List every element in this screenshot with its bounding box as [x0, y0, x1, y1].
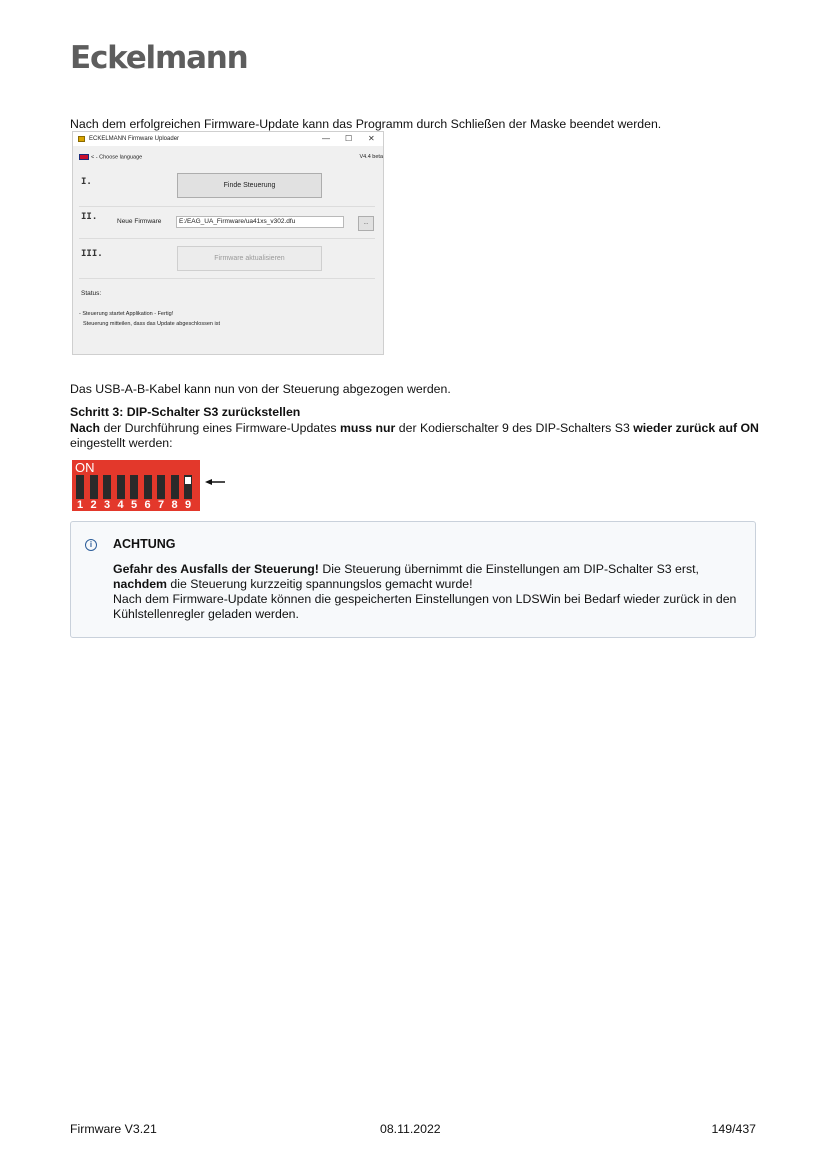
- note-text: Gefahr des Ausfalls der Steuerung! Die Steuerung übernimmt die Einstellungen am DIP-Schalter S3 erst, nachdem die Steuerung kurzzeitig spannungslos gemacht wurde! Nach dem Firmware-Update können die gespeicherten Einstellungen von LDSWin bei Bedarf wieder zurück in den Kühlstellenregler geladen werden.: [113, 562, 737, 621]
- firmware-label: Neue Firmware: [117, 218, 162, 225]
- footer-left: Firmware V3.21: [70, 1122, 157, 1136]
- dip-on-label: ON: [75, 460, 95, 475]
- separator: [79, 206, 375, 207]
- firmware-path-input[interactable]: E:/EAG_UA_Firmware/ua41xs_v302.dfu: [176, 216, 344, 228]
- find-controller-button[interactable]: Finde Steuerung: [177, 173, 322, 198]
- update-firmware-button[interactable]: Firmware aktualisieren: [177, 246, 322, 271]
- language-selector[interactable]: [79, 154, 142, 160]
- dip-switch-8: [171, 475, 179, 499]
- separator: [79, 238, 375, 239]
- footer-page: 149/437: [711, 1122, 756, 1136]
- dip-switch-6: [144, 475, 152, 499]
- separator: [79, 278, 375, 279]
- dip-switch-2: [90, 475, 98, 499]
- note-heading: ACHTUNG: [113, 537, 176, 551]
- eckelmann-logo: Eckelmann: [70, 40, 248, 76]
- status-line: - Steuerung startet Applikation - Fertig!: [79, 311, 174, 317]
- firmware-uploader-screenshot: [72, 131, 384, 355]
- close-button[interactable]: ✕: [368, 134, 375, 143]
- uk-flag-icon: [79, 154, 89, 160]
- maximize-button[interactable]: ☐: [345, 134, 353, 143]
- step-two-label: II.: [81, 212, 98, 222]
- step3-body: Nach der Durchführung eines Firmware-Updates muss nur der Kodierschalter 9 des DIP-Schalters S3 wieder zurück auf ON eingestellt werden:: [70, 421, 759, 450]
- step-three-label: III.: [81, 249, 103, 259]
- dip-switch-4: [117, 475, 125, 499]
- dip-switch-number: 7: [157, 499, 165, 511]
- dip-switch-number: 1: [76, 499, 84, 511]
- dip-switch-5: [130, 475, 138, 499]
- footer-date: 08.11.2022: [380, 1122, 441, 1136]
- step3-heading: Schritt 3: DIP-Schalter S3 zurückstellen: [70, 405, 301, 419]
- dip-switch-number: 8: [171, 499, 178, 511]
- dip-switch-knob: [185, 477, 191, 484]
- app-icon: [78, 136, 85, 142]
- intro-text: Nach dem erfolgreichen Firmware-Update kann das Programm durch Schließen der Maske beendet werden.: [70, 117, 662, 131]
- window-titlebar: [73, 132, 383, 146]
- minimize-button[interactable]: —: [322, 134, 330, 143]
- dip-switch-number: 5: [130, 499, 138, 511]
- arrow-left-icon: [205, 479, 225, 485]
- status-label: Status:: [81, 290, 102, 297]
- window-title: ECKELMANN Firmware Uploader: [89, 136, 180, 142]
- version-label: V4.4 beta: [359, 154, 383, 160]
- dip-switch-number: 2: [90, 499, 97, 511]
- step-one-label: I.: [81, 177, 92, 187]
- browse-button[interactable]: ...: [358, 216, 374, 231]
- dip-switch-number: 6: [144, 499, 151, 511]
- dip-switch-s3: [72, 460, 200, 511]
- dip-switch-number: 9: [184, 499, 192, 511]
- language-label: < - Choose language: [91, 154, 143, 161]
- dip-switch-9: [184, 475, 192, 499]
- unplug-text: Das USB-A-B-Kabel kann nun von der Steuerung abgezogen werden.: [70, 382, 451, 396]
- dip-switch-3: [103, 475, 111, 499]
- status-line: Steuerung mitteilen, dass das Update abgeschlossen ist: [83, 321, 220, 327]
- dip-switch-number: 3: [103, 499, 111, 511]
- warning-note: [70, 521, 756, 638]
- dip-switch-1: [76, 475, 84, 499]
- dip-switch-number: 4: [117, 499, 124, 511]
- dip-switch-7: [157, 475, 165, 499]
- info-icon: i: [85, 539, 97, 551]
